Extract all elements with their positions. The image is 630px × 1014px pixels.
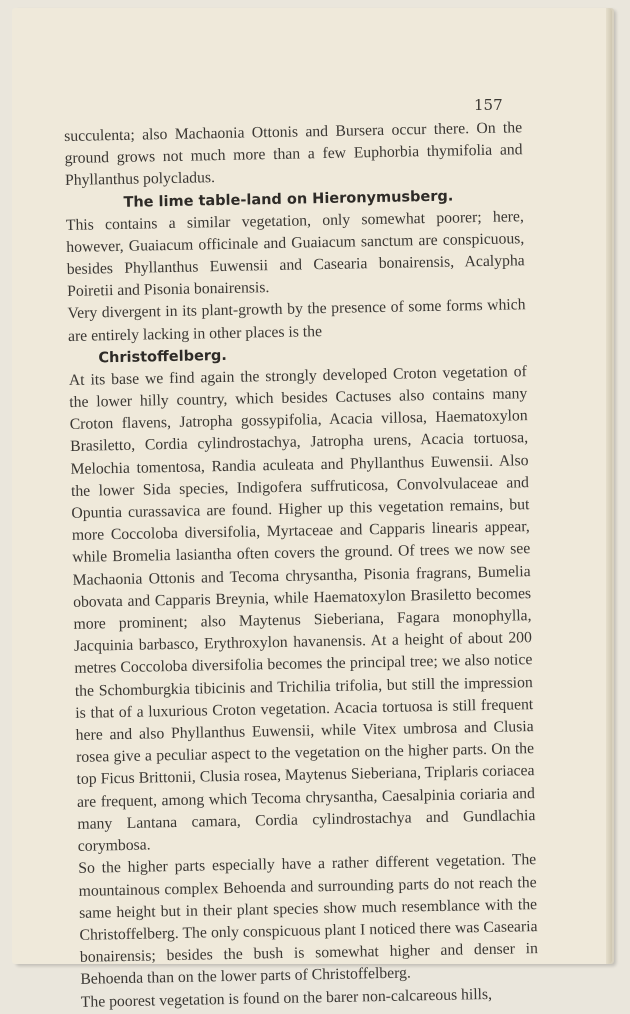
page-edge	[606, 8, 612, 964]
paragraph-2: This contains a similar vegetation, only somewhat poorer; here, however, Guaiacum officinale and Guaiacum sanctum are conspicuous, besides Phyllanthus Euwensii and Casearia bonairensis, Acalypha Poiretii and Pisonia bonairensis.	[65, 207, 525, 301]
paragraph-6: The poorest vegetation is found on the barer non-calcareous hills,	[80, 985, 493, 1011]
book-page	[12, 8, 612, 1011]
paragraph-3: Very divergent in its plant-growth by the presence of some forms which are entirely lacking in other places is the	[67, 296, 526, 345]
paragraph-1: succulenta; also Machaonia Ottonis and Bursera occur there. On the ground grows not much more than a few Euphorbia thymifolia and Phyllanthus polycladus.	[64, 119, 523, 190]
paragraph-4: At its base we find again the strongly developed Croton vegetation of the lower hilly country, which besides Cactuses also contains many Croton flavens, Jatropha gossypifolia, Acacia villosa, Haematoxylon Brasiletto, Cordia cylindrostachya, Jatropha urens, Acacia tortuosa, Melochia tomentosa, Randia aculeata and Phyllanthus Euwensii. Also the lower Sida species, Indigofera suffruticosa, Convolvulaceae and Opuntia curassavica are found. Higher up this vegetation remains, but more Coccoloba diversifolia, Myrtaceae and Capparis linearis appear, while Bromelia lasiantha often covers the ground. Of trees we now see Machaonia Ottonis and Tecoma chrysantha, Pisonia fragrans, Bumelia obovata and Capparis Breynia, while Haematoxylon Brasiletto becomes more prominent; also Maytenus Sieberiana, Fagara monophylla, Jacquinia barbasco, Erythroxylon havanensis. At a height of about 200 metres Coccoloba diversifolia becomes the principal tree; we also notice the Schomburgkia tibicinis and Trichilia trifolia, but still the impression is that of a luxurious Croton vegetation. Acacia tortuosa is still frequent here and also Phyllanthus Euwensii, while Vitex umbrosa and Clusia rosea give a peculiar aspect to the vegetation on the higher parts. On the top Ficus Brittonii, Clusia rosea, Maytenus Sieberiana, Triplaris coriacea are frequent, among which Tecoma chrysantha, Caesalpinia coriaria and many Lantana camara, Cordia cylindrostachya and Gundlachia corymbosa.	[68, 362, 536, 855]
section-heading-christoffelberg: Christoffelberg.	[98, 347, 228, 367]
section-heading-hieronymusberg: The lime table-land on Hieronymusberg.	[123, 188, 454, 211]
page-number: 157	[474, 96, 503, 114]
body-text	[64, 117, 539, 1013]
paragraph-5: So the higher parts especially have a rather different vegetation. The mountainous complex Behoenda and surrounding parts do not reach the same height but in their plant species show much resemblance with the Christoffelberg. The only conspicuous plant I noticed there was Casearia bonairensis; besides the bush is somewhat higher and denser in Behoenda than on the lower parts of Christoffelberg.	[78, 851, 539, 989]
